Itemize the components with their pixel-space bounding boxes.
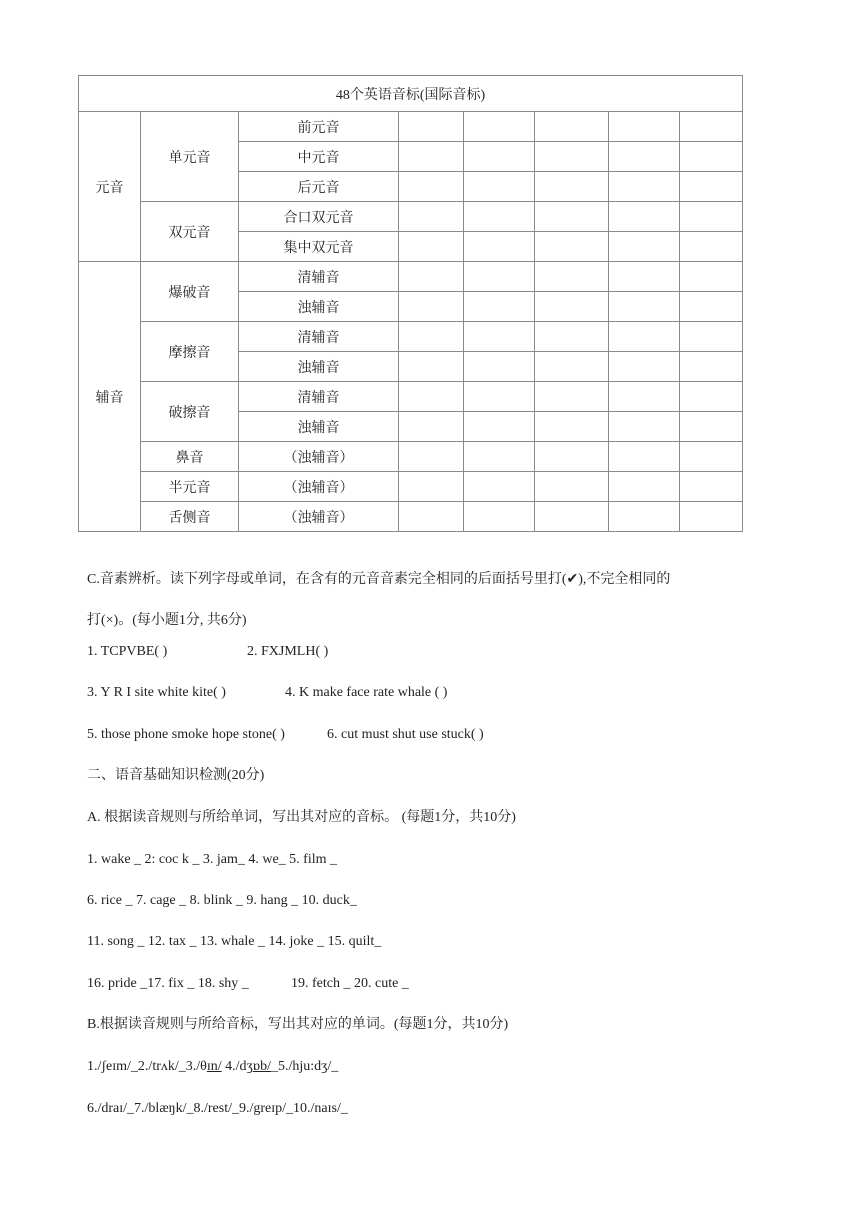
table-cell [535, 292, 609, 322]
subgroup-affricate: 破擦音 [141, 382, 239, 442]
table-cell [680, 352, 743, 382]
type-front-vowel: 前元音 [239, 112, 399, 142]
table-cell [535, 112, 609, 142]
table-cell [399, 352, 464, 382]
table-cell [464, 292, 535, 322]
type-voiced-paren: （浊辅音） [239, 502, 399, 532]
table-cell [609, 172, 680, 202]
table-cell [399, 262, 464, 292]
table-cell [464, 472, 535, 502]
table-cell [680, 442, 743, 472]
table-cell [399, 172, 464, 202]
table-cell [680, 142, 743, 172]
part-b-text: _5./hju:dʒ/_ [270, 1059, 339, 1074]
table-cell [680, 412, 743, 442]
table-cell [464, 142, 535, 172]
group-consonant: 辅音 [79, 262, 141, 532]
part-a-line: 16. pride _17. fix _ 18. shy _ [87, 976, 249, 991]
question-item: 5. those phone smoke hope stone( ) [87, 727, 285, 742]
table-cell [464, 382, 535, 412]
table-cell [399, 202, 464, 232]
table-cell [399, 232, 464, 262]
table-cell [680, 262, 743, 292]
type-voiceless: 清辅音 [239, 262, 399, 292]
part-b-instruction: B.根据读音规则与所给音标，写出其对应的单词。(每题1分，共10分) [87, 1017, 509, 1032]
section-2-heading: 二、语音基础知识检测(20分) [87, 768, 265, 783]
question-item: 3. Y R I site white kite( ) [87, 685, 226, 700]
table-cell [464, 322, 535, 352]
table-cell [535, 382, 609, 412]
table-cell [680, 292, 743, 322]
table-cell [464, 202, 535, 232]
table-cell [464, 412, 535, 442]
table-cell [609, 412, 680, 442]
table-cell [680, 112, 743, 142]
table-cell [399, 412, 464, 442]
table-cell [609, 262, 680, 292]
table-cell [609, 382, 680, 412]
table-cell [680, 202, 743, 232]
table-cell [399, 472, 464, 502]
table-cell [609, 232, 680, 262]
type-voiced-paren: （浊辅音） [239, 472, 399, 502]
type-voiceless: 清辅音 [239, 322, 399, 352]
table-cell [464, 502, 535, 532]
table-cell [609, 322, 680, 352]
table-cell [609, 292, 680, 322]
table-cell [464, 262, 535, 292]
table-cell [535, 232, 609, 262]
subgroup-plosive: 爆破音 [141, 262, 239, 322]
subgroup-semivowel: 半元音 [141, 472, 239, 502]
type-central-vowel: 中元音 [239, 142, 399, 172]
table-cell [535, 262, 609, 292]
part-b-underlined-text: ɒb/ [252, 1059, 271, 1074]
subgroup-fricative: 摩擦音 [141, 322, 239, 382]
table-cell [535, 202, 609, 232]
table-cell [399, 382, 464, 412]
part-b-line-2: 6./draɪ/_7./blæŋk/_8./rest/_9./greɪp/_10./naɪs/_ [87, 1101, 348, 1116]
question-item: 6. cut must shut use stuck( ) [327, 727, 484, 742]
group-vowel: 元音 [79, 112, 141, 262]
table-cell [464, 442, 535, 472]
type-voiceless: 清辅音 [239, 382, 399, 412]
table-cell [535, 412, 609, 442]
phonetic-symbol-table [78, 75, 743, 532]
table-cell [535, 322, 609, 352]
table-cell [609, 202, 680, 232]
type-voiced-paren: （浊辅音） [239, 442, 399, 472]
type-voiced: 浊辅音 [239, 352, 399, 382]
table-cell [399, 292, 464, 322]
part-a-line: 19. fetch _ 20. cute _ [291, 976, 409, 991]
part-a-line: 1. wake _ 2: coc k _ 3. jam_ 4. we_ 5. film _ [87, 852, 338, 867]
table-cell [464, 232, 535, 262]
table-cell [535, 442, 609, 472]
table-cell [609, 502, 680, 532]
table-cell [609, 142, 680, 172]
table-cell [399, 442, 464, 472]
table-cell [535, 502, 609, 532]
table-cell [399, 112, 464, 142]
table-cell [535, 172, 609, 202]
type-closing-diphthong: 合口双元音 [239, 202, 399, 232]
type-voiced: 浊辅音 [239, 292, 399, 322]
table-cell [609, 472, 680, 502]
table-cell [680, 472, 743, 502]
table-cell [680, 382, 743, 412]
table-cell [399, 142, 464, 172]
type-centring-diphthong: 集中双元音 [239, 232, 399, 262]
table-cell [464, 172, 535, 202]
part-b-line-1 [87, 1058, 338, 1076]
table-cell [609, 352, 680, 382]
part-a-line: 6. rice _ 7. cage _ 8. blink _ 9. hang _ 10. duck_ [87, 893, 357, 908]
table-cell [680, 172, 743, 202]
table-cell [535, 352, 609, 382]
type-voiced: 浊辅音 [239, 412, 399, 442]
table-cell [609, 442, 680, 472]
table-cell [680, 232, 743, 262]
question-item: 2. FXJMLH( ) [247, 644, 329, 659]
table-cell [464, 352, 535, 382]
question-item: 1. TCPVBE( ) [87, 644, 168, 659]
part-b-text: 4./dʒ [221, 1059, 253, 1074]
subgroup-monophthong: 单元音 [141, 112, 239, 202]
table-cell [535, 472, 609, 502]
table-cell [609, 112, 680, 142]
type-back-vowel: 后元音 [239, 172, 399, 202]
question-item: 4. K make face rate whale ( ) [285, 685, 448, 700]
section-c-instruction-line1: C.音素辨析。读下列字母或单词，在含有的元音音素完全相同的后面括号里打(✔),不完全相同的 [87, 572, 671, 587]
table-title: 48个英语音标(国际音标) [79, 76, 743, 112]
subgroup-nasal: 鼻音 [141, 442, 239, 472]
subgroup-lateral: 舌侧音 [141, 502, 239, 532]
table-cell [680, 502, 743, 532]
part-b-text: 1./ʃeɪm/_2./trʌk/_3./θ [87, 1059, 207, 1074]
section-c-instruction-line2: 打(×)。(每小题1分, 共6分) [87, 613, 247, 628]
part-b-underlined-text: ɪn/ [206, 1059, 222, 1074]
table-cell [680, 322, 743, 352]
table-cell [464, 112, 535, 142]
table-cell [399, 502, 464, 532]
table-cell [399, 322, 464, 352]
part-a-instruction: A. 根据读音规则与所给单词，写出其对应的音标。 (每题1分，共10分) [87, 810, 516, 825]
table-cell [535, 142, 609, 172]
subgroup-diphthong: 双元音 [141, 202, 239, 262]
part-a-line: 11. song _ 12. tax _ 13. whale _ 14. joke _ 15. quilt_ [87, 934, 382, 949]
